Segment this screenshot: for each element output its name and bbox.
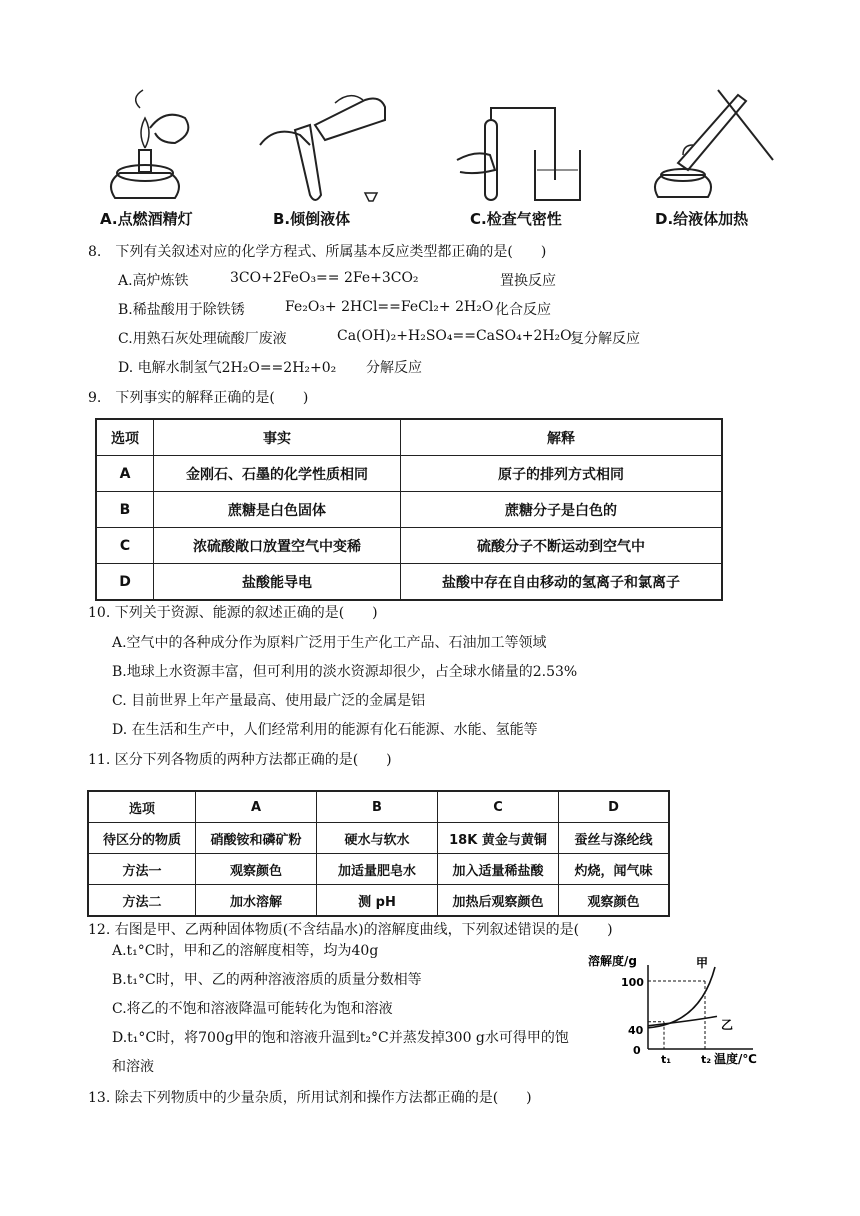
q10-option-d: D. 在生活和生产中，人们经常利用的能源有化石能源、水能、氢能等 bbox=[112, 722, 538, 738]
q8-option-c-type: 复分解反应 bbox=[570, 331, 640, 347]
q12-option-b: B.t₁°C时，甲、乙的两种溶液溶质的质量分数相等 bbox=[112, 972, 422, 988]
q11-cell: 方法一 bbox=[88, 854, 196, 885]
q11-header-option: 选项 bbox=[88, 791, 196, 823]
figure-label-b: B.倾倒液体 bbox=[273, 210, 351, 228]
q9-header-explanation: 解释 bbox=[401, 419, 723, 456]
q11-cell: 加水溶解 bbox=[196, 885, 317, 917]
q11-cell: 待区分的物质 bbox=[88, 823, 196, 854]
q11-cell: 加热后观察颜色 bbox=[438, 885, 559, 917]
x-tick-t1: t₁ bbox=[661, 1053, 672, 1066]
q11-cell: 方法二 bbox=[88, 885, 196, 917]
q8-option-c-label: C.用熟石灰处理硫酸厂废液 bbox=[118, 331, 287, 347]
q12-option-d: D.t₁°C时，将700g甲的饱和溶液升温到t₂°C并蒸发掉300 g水可得甲的饱 bbox=[112, 1030, 569, 1046]
x-tick-t2: t₂ bbox=[701, 1053, 712, 1066]
table-row bbox=[96, 564, 722, 601]
q11-cell: 加入适量稀盐酸 bbox=[438, 854, 559, 885]
q9-row-c-fact: 浓硫酸敞口放置空气中变稀 bbox=[154, 528, 401, 564]
figure-d-heating-liquid bbox=[648, 85, 778, 205]
question-8-stem: 8. 下列有关叙述对应的化学方程式、所属基本反应类型都正确的是( ) bbox=[88, 244, 547, 260]
y-tick-0: 0 bbox=[633, 1044, 641, 1057]
q9-header-row bbox=[96, 419, 722, 456]
series-label-jia: 甲 bbox=[696, 956, 709, 970]
q9-row-d-fact: 盐酸能导电 bbox=[154, 564, 401, 601]
y-tick-40: 40 bbox=[628, 1024, 644, 1037]
question-12-stem: 12. 右图是甲、乙两种固体物质(不含结晶水)的溶解度曲线，下列叙述错误的是( ) bbox=[88, 922, 613, 938]
q11-cell: 硬水与软水 bbox=[317, 823, 438, 854]
q8-option-b-equation: Fe₂O₃+ 2HCl==FeCl₂+ 2H₂O bbox=[285, 299, 494, 315]
q10-option-b: B.地球上水资源丰富，但可利用的淡水资源却很少，占全球水储量的2.53% bbox=[112, 664, 578, 680]
figure-a-lamp-lighting bbox=[95, 88, 205, 208]
table-row bbox=[88, 823, 669, 854]
q12-option-a: A.t₁°C时，甲和乙的溶解度相等，均为40g bbox=[112, 943, 379, 959]
q8-option-d-label: D. 电解水制氢气2H₂O==2H₂+0₂ bbox=[118, 360, 337, 376]
q12-option-d-cont: 和溶液 bbox=[112, 1059, 154, 1075]
q11-cell: 硝酸铵和磷矿粉 bbox=[196, 823, 317, 854]
q11-cell: 观察颜色 bbox=[196, 854, 317, 885]
y-tick-100: 100 bbox=[621, 976, 644, 989]
q11-header-a: A bbox=[196, 791, 317, 823]
x-axis-label: 温度/℃ bbox=[714, 1052, 757, 1066]
q9-row-b-option: B bbox=[96, 492, 154, 528]
series-label-yi: 乙 bbox=[721, 1018, 734, 1032]
solubility-chart bbox=[588, 955, 768, 1070]
question-10-stem: 10. 下列关于资源、能源的叙述正确的是( ) bbox=[88, 605, 378, 621]
q9-table bbox=[95, 418, 723, 601]
q9-row-a-option: A bbox=[96, 456, 154, 492]
q8-option-c-equation: Ca(OH)₂+H₂SO₄==CaSO₄+2H₂O bbox=[337, 328, 572, 344]
question-13-stem: 13. 除去下列物质中的少量杂质，所用试剂和操作方法都正确的是( ) bbox=[88, 1090, 532, 1106]
q9-row-c-option: C bbox=[96, 528, 154, 564]
q8-option-b-label: B.稀盐酸用于除铁锈 bbox=[118, 302, 245, 318]
question-11-stem: 11. 区分下列各物质的两种方法都正确的是( ) bbox=[88, 752, 392, 768]
q11-table bbox=[87, 790, 670, 917]
q10-option-c: C. 目前世界上年产量最高、使用最广泛的金属是铝 bbox=[112, 693, 426, 709]
figure-label-d: D.给液体加热 bbox=[655, 210, 749, 228]
q8-option-a-label: A.高炉炼铁 bbox=[118, 273, 189, 289]
q9-row-b-fact: 蔗糖是白色固体 bbox=[154, 492, 401, 528]
q8-option-a-type: 置换反应 bbox=[500, 273, 556, 289]
q9-row-d-option: D bbox=[96, 564, 154, 601]
q9-row-b-explanation: 蔗糖分子是白色的 bbox=[401, 492, 723, 528]
q11-header-b: B bbox=[317, 791, 438, 823]
figure-label-c: C.检查气密性 bbox=[470, 210, 562, 228]
table-row bbox=[88, 854, 669, 885]
q9-row-a-explanation: 原子的排列方式相同 bbox=[401, 456, 723, 492]
question-9-stem: 9. 下列事实的解释正确的是( ) bbox=[88, 390, 309, 406]
figure-c-airtightness-check bbox=[455, 100, 595, 205]
table-row bbox=[96, 456, 722, 492]
q9-header-fact: 事实 bbox=[154, 419, 401, 456]
q8-option-d-type: 分解反应 bbox=[366, 360, 422, 376]
q11-cell: 观察颜色 bbox=[559, 885, 670, 917]
q9-row-c-explanation: 硫酸分子不断运动到空气中 bbox=[401, 528, 723, 564]
q12-option-c: C.将乙的不饱和溶液降温可能转化为饱和溶液 bbox=[112, 1001, 393, 1017]
figure-b-pouring-liquid bbox=[255, 85, 395, 205]
q11-cell: 测 pH bbox=[317, 885, 438, 917]
table-row bbox=[96, 492, 722, 528]
q11-header-row bbox=[88, 791, 669, 823]
q11-cell: 灼烧，闻气味 bbox=[559, 854, 670, 885]
figure-label-a: A.点燃酒精灯 bbox=[100, 210, 193, 228]
y-axis-label: 溶解度/g bbox=[588, 955, 637, 968]
q8-option-b-type: 化合反应 bbox=[495, 302, 551, 318]
q11-cell: 蚕丝与涤纶线 bbox=[559, 823, 670, 854]
table-row bbox=[96, 528, 722, 564]
table-row bbox=[88, 885, 669, 917]
q11-cell: 加适量肥皂水 bbox=[317, 854, 438, 885]
q9-row-d-explanation: 盐酸中存在自由移动的氢离子和氯离子 bbox=[401, 564, 723, 601]
q10-option-a: A.空气中的各种成分作为原料广泛用于生产化工产品、石油加工等领域 bbox=[112, 635, 547, 651]
q11-cell: 18K 黄金与黄铜 bbox=[438, 823, 559, 854]
q8-option-a-equation: 3CO+2FeO₃== 2Fe+3CO₂ bbox=[230, 270, 419, 286]
q11-header-c: C bbox=[438, 791, 559, 823]
q9-row-a-fact: 金刚石、石墨的化学性质相同 bbox=[154, 456, 401, 492]
q11-header-d: D bbox=[559, 791, 670, 823]
q9-header-option: 选项 bbox=[96, 419, 154, 456]
